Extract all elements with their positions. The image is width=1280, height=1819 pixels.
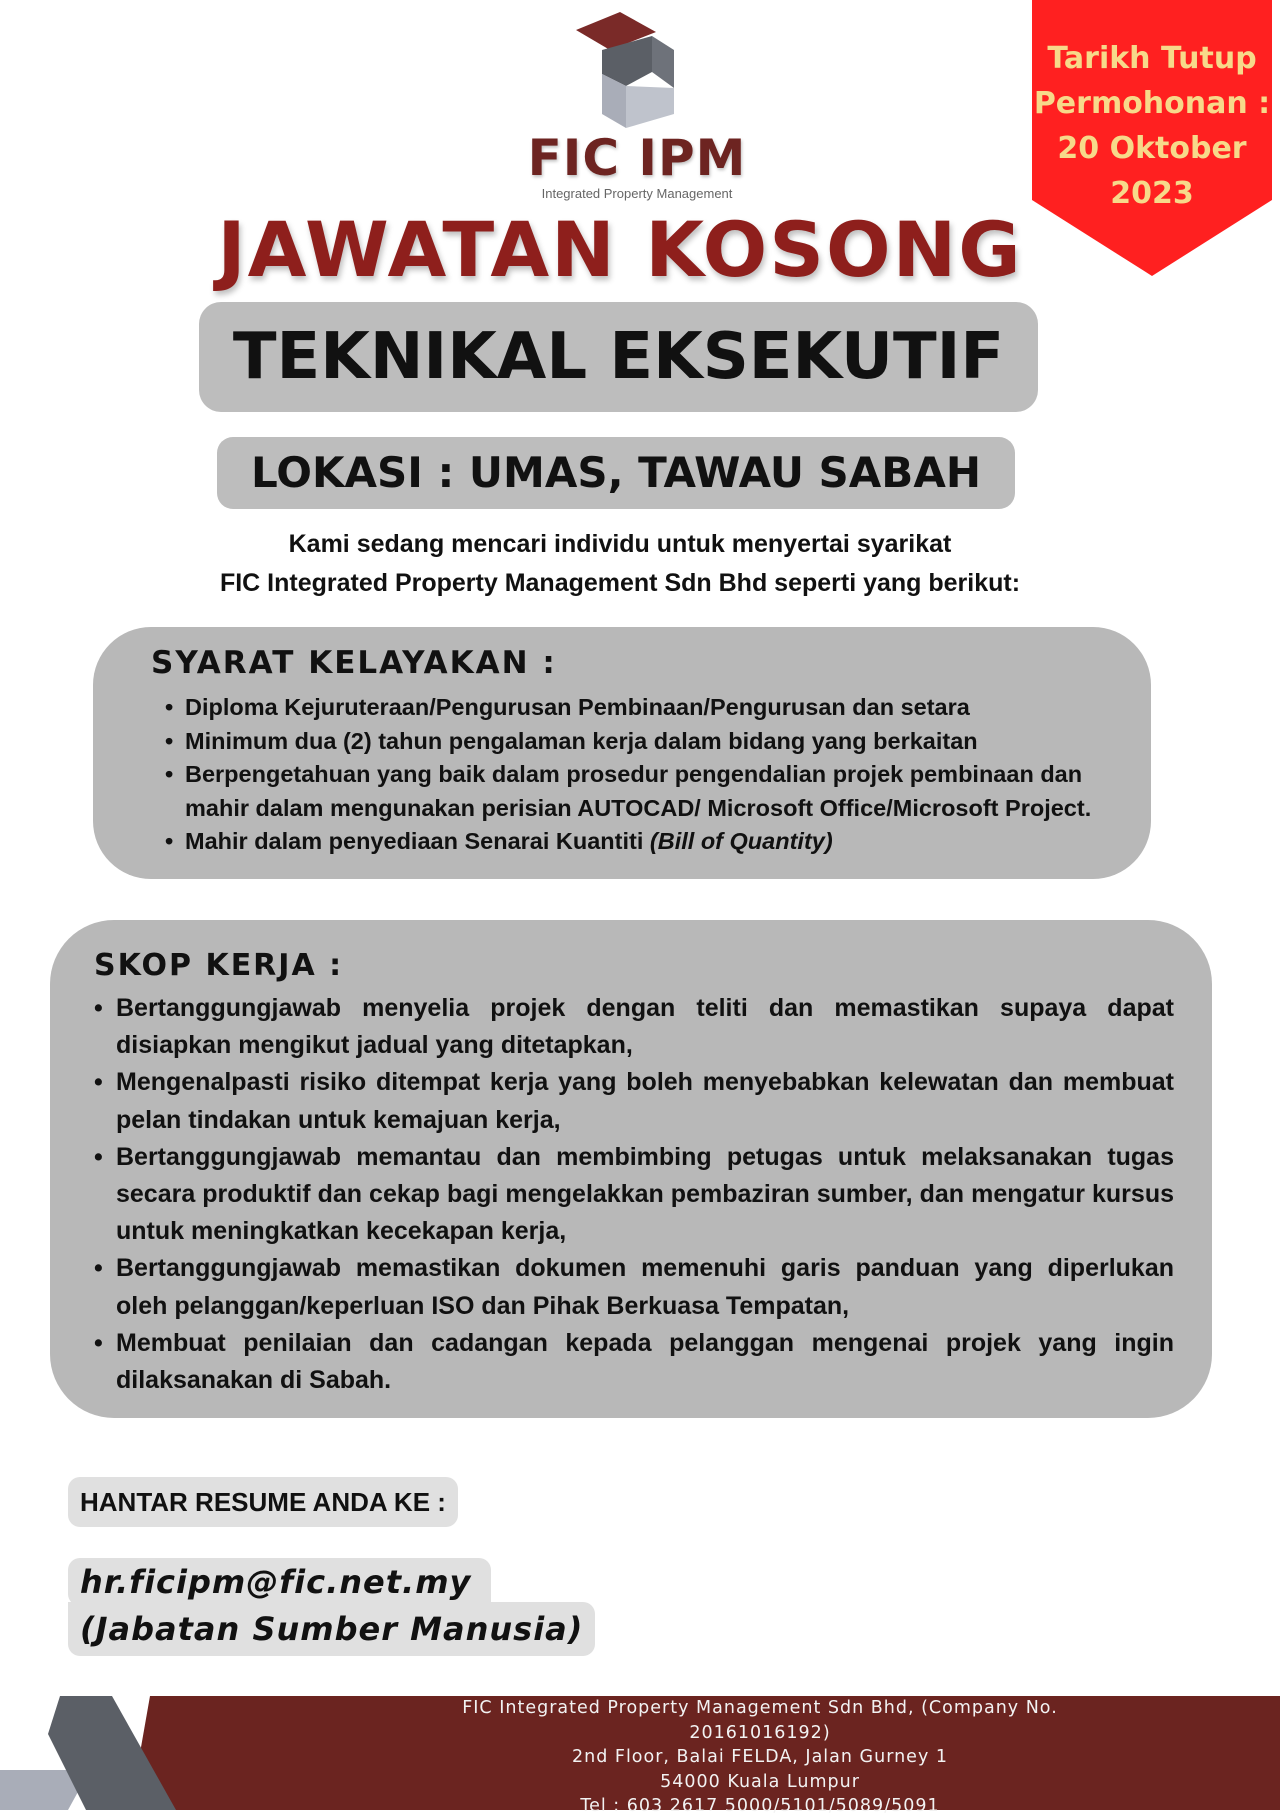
deadline-line-2: Permohonan : <box>1033 86 1271 121</box>
company-logo <box>512 10 762 210</box>
deadline-date: 20 Oktober <box>1057 131 1247 166</box>
intro-text <box>0 525 1240 603</box>
headline: JAWATAN KOSONG <box>217 205 1023 294</box>
footer-text <box>390 1696 1130 1819</box>
footer-address-1: 2nd Floor, Balai FELDA, Jalan Gurney 1 <box>571 1747 948 1767</box>
deadline-text <box>1032 36 1272 216</box>
list-item: • Membuat penilaian dan cadangan kepada pelanggan mengenai projek yang ingin dilaksanakan di Sabah. <box>94 1325 1174 1399</box>
requirements-title: SYARAT KELAYAKAN : <box>151 645 557 681</box>
list-item: • Bertanggungjawab memantau dan membimbing petugas untuk melaksanakan tugas secara produktif dan cekap bagi mengelakkan pembaziran sumber, dan mengatur kursus untuk meningkatkan kecekapan kerja, <box>94 1139 1174 1251</box>
list-item-text: Mahir dalam penyediaan Senarai Kuantiti <box>185 828 650 854</box>
list-item: • Minimum dua (2) tahun pengalaman kerja dalam bidang yang berkaitan <box>165 725 1125 759</box>
scope-title: SKOP KERJA : <box>94 948 344 983</box>
footer <box>0 1696 1280 1816</box>
logo-cube-icon <box>570 10 700 135</box>
list-item: • Bertanggungjawab memastikan dokumen memenuhi garis panduan yang diperlukan oleh pelanggan/keperluan ISO dan Pihak Berkuasa Tempatan, <box>94 1250 1174 1324</box>
logo-tagline: Integrated Property Management <box>541 186 733 201</box>
list-item: • Bertanggungjawab menyelia projek dengan teliti dan memastikan supaya dapat disiapkan mengikut jadual yang ditetapkan, <box>94 990 1174 1064</box>
footer-company: FIC Integrated Property Management Sdn Bhd, (Company No. 20161016192) <box>462 1698 1058 1743</box>
deadline-year: 2023 <box>1110 176 1194 211</box>
requirements-list <box>165 691 1125 859</box>
list-item: • Diploma Kejuruteraan/Pengurusan Pembinaan/Pengurusan dan setara <box>165 691 1125 725</box>
department-label: (Jabatan Sumber Manusia) <box>68 1602 595 1656</box>
footer-phone: Tel : 603 2617 5000/5101/5089/5091 <box>580 1796 940 1816</box>
deadline-line-1: Tarikh Tutup <box>1047 41 1257 76</box>
email-link[interactable]: hr.ficipm@fic.net.my <box>68 1558 491 1606</box>
logo-name: FIC IPM <box>527 129 747 187</box>
job-location: LOKASI : UMAS, TAWAU SABAH <box>217 437 1015 509</box>
send-resume-label: HANTAR RESUME ANDA KE : <box>68 1477 458 1527</box>
intro-line-2: FIC Integrated Property Management Sdn Bhd seperti yang berikut: <box>219 569 1021 597</box>
list-item: • Mengenalpasti risiko ditempat kerja yang boleh menyebabkan kelewatan dan membuat pelan tindakan untuk kemajuan kerja, <box>94 1064 1174 1138</box>
scope-panel <box>50 920 1212 1418</box>
intro-line-1: Kami sedang mencari individu untuk menyertai syarikat <box>288 530 952 558</box>
footer-address-2: 54000 Kuala Lumpur <box>660 1771 860 1792</box>
requirements-panel <box>93 627 1151 879</box>
list-item <box>165 825 1125 859</box>
list-item-italic: (Bill of Quantity) <box>649 828 833 854</box>
scope-list <box>94 990 1174 1399</box>
list-item: • Berpengetahuan yang baik dalam prosedur pengendalian projek pembinaan dan mahir dalam mengunakan perisian AUTOCAD/ Microsoft Office/Microsoft Project. <box>165 758 1125 825</box>
job-title: TEKNIKAL EKSEKUTIF <box>199 302 1038 412</box>
